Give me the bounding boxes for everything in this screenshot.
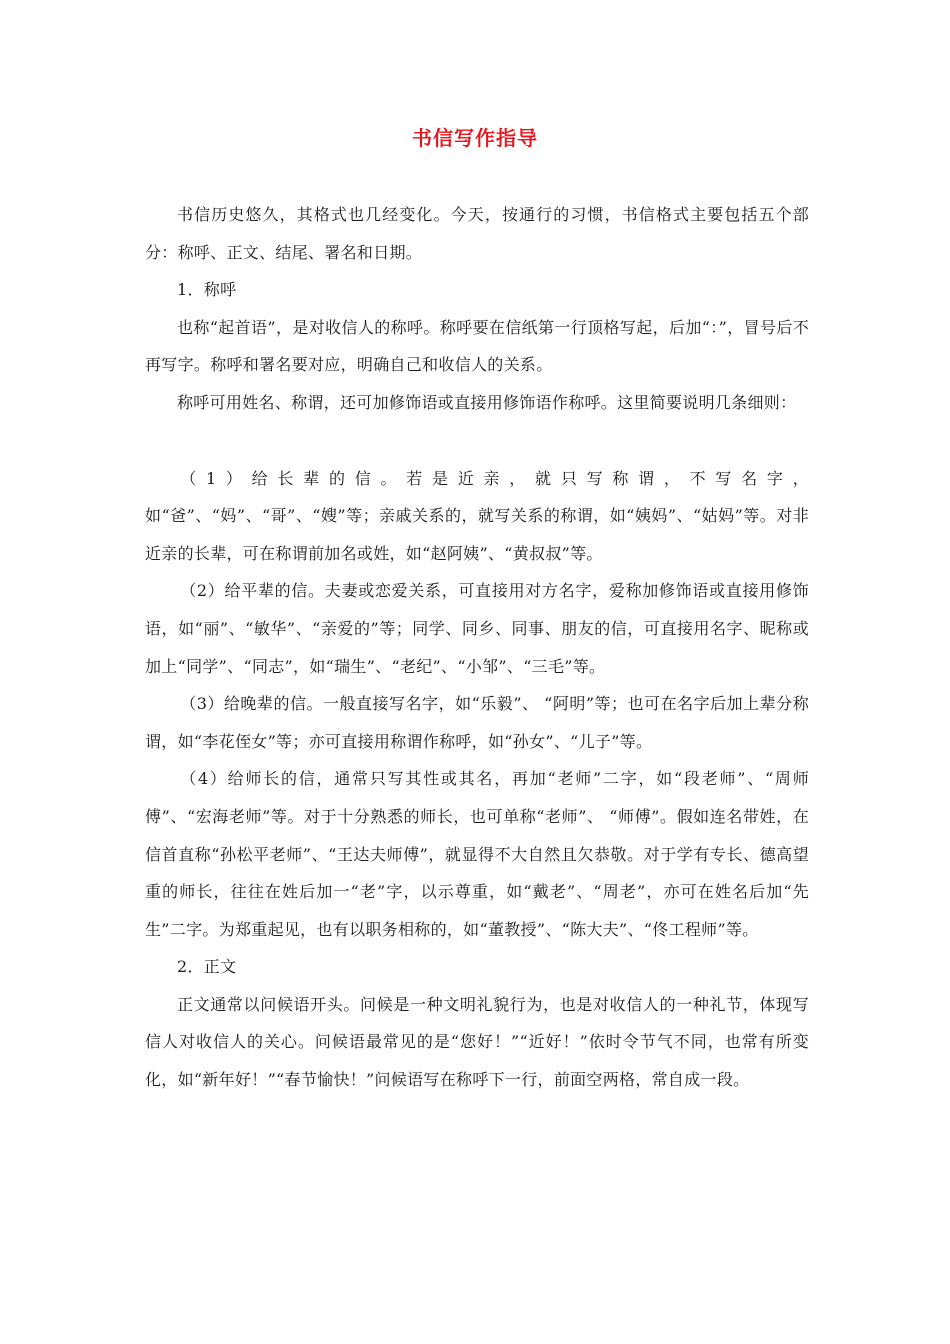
intro-paragraph: 书信历史悠久，其格式也几经变化。今天，按通行的习惯，书信格式主要包括五个部分：称呼、正文、结尾、署名和日期。 [145,205,809,262]
section-heading-body: 2．正文 [177,957,237,977]
salutation-rule-peers: （2）给平辈的信。夫妻或恋爱关系，可直接用对方名字，爱称加修饰语或直接用修饰语，如“丽”、“敏华”、“亲爱的”等；同学、同乡、同事、朋友的信，可直接用名字、昵称或加上“同学”、“同志”，如“瑞生”、“老纪”、“小邹”、“三毛”等。 [145,581,809,676]
blank-line [145,422,809,460]
document-body [145,196,809,1099]
salutation-rule-teachers: （4）给师长的信，通常只写其性或其名，再加“老师”二字，如“段老师”、“周师傅”、“宏海老师”等。对于十分熟悉的师长，也可单称“老师”、 “师傅”。假如连名带姓，在信首直称“孙松平老师”、“王达夫师傅”，就显得不大自然且欠恭敬。对于学有专长、德高望重的师长，往往在姓后加一“老”字，以示尊重，如“戴老”、“周老”，亦可在姓名后加“先生”二字。为郑重起见，也有以职务相称的，如“董教授”、“陈大夫”、“佟工程师”等。 [145,769,809,939]
section-heading-salutation: 1．称呼 [177,280,237,300]
document-title: 书信写作指导 [412,126,538,150]
salutation-rule-elders: （1）给长辈的信。若是近亲，就只写称谓，不写名字，如“爸”、“妈”、“哥”、“嫂”等；亲戚关系的，就写关系的称谓，如“姨妈”、“姑妈”等。对非近亲的长辈，可在称谓前加名或姓，如“赵阿姨”、“黄叔叔”等。 [145,468,809,563]
salutation-rule-juniors: （3）给晚辈的信。一般直接写名字，如“乐毅”、 “阿明”等；也可在名字后加上辈分称谓，如“李花侄女”等；亦可直接用称谓作称呼，如“孙女”、“儿子”等。 [145,694,809,751]
salutation-paragraph-1: 也称“起首语”，是对收信人的称呼。称呼要在信纸第一行顶格写起，后加“：”，冒号后不再写字。称呼和署名要对应，明确自己和收信人的关系。 [145,317,809,375]
salutation-paragraph-2: 称呼可用姓名、称谓，还可加修饰语或直接用修饰语作称呼。这里简要说明几条细则： [177,392,797,412]
body-paragraph-1: 正文通常以问候语开头。问候是一种文明礼貌行为，也是对收信人的一种礼节，体现写信人对收信人的关心。问候语最常见的是“您好！”“近好！”依时令节气不同，也常有所变化，如“新年好！”“春节愉快！”问候语写在称呼下一行，前面空两格，常自成一段。 [145,994,809,1090]
